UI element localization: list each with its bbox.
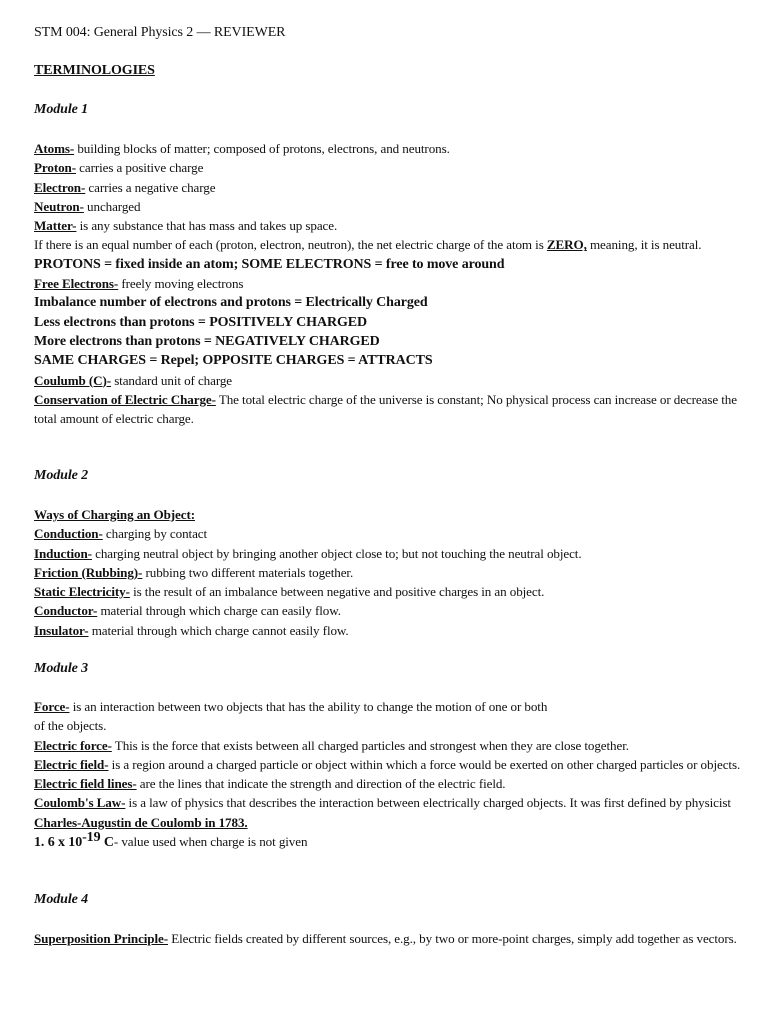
note-text: If there is an equal number of each (proton, electron, neutron), the net electric charge of the atom is bbox=[34, 237, 547, 253]
definition-coulombs-law bbox=[34, 793, 746, 832]
definition: is a region around a charged particle or object within which a force would be exerted on other charged particles or objects. bbox=[108, 756, 741, 772]
charge-base: 1. 6 x 10 bbox=[34, 835, 83, 851]
protons-fixed-note: PROTONS = fixed inside an atom; SOME ELECTRONS = free to move around bbox=[34, 256, 505, 272]
term: Electric field lines- bbox=[34, 776, 137, 792]
module-1-content bbox=[34, 139, 746, 428]
definition: charging neutral object by bringing another object close to; but not touching the neutral object. bbox=[91, 545, 582, 561]
ways-of-charging-heading: Ways of Charging an Object: bbox=[34, 507, 195, 522]
term: Electric field- bbox=[34, 756, 109, 772]
module-2-content bbox=[34, 505, 746, 640]
definition-electron bbox=[34, 178, 746, 197]
term: Conduction- bbox=[34, 526, 103, 542]
definition-electric-field bbox=[34, 755, 746, 774]
definition: freely moving electrons bbox=[118, 276, 244, 292]
term: Coulumb (C)- bbox=[34, 372, 112, 388]
definition-conductor bbox=[34, 601, 746, 620]
definition: - value used when charge is not given bbox=[113, 834, 308, 850]
term: Proton- bbox=[34, 160, 76, 176]
section-heading: TERMINOLOGIES bbox=[34, 63, 155, 78]
definition: charging by contact bbox=[102, 526, 208, 542]
definition: building blocks of matter; composed of protons, electrons, and neutrons. bbox=[74, 141, 450, 156]
term: Friction (Rubbing)- bbox=[34, 564, 143, 580]
definition-neutron bbox=[34, 197, 746, 216]
elementary-charge-value bbox=[34, 832, 746, 852]
imbalance-note: Imbalance number of electrons and protons = Electrically Charged bbox=[34, 295, 428, 311]
definition-superposition bbox=[34, 929, 746, 948]
term: Electron- bbox=[34, 179, 86, 195]
definition: rubbing two different materials together. bbox=[142, 564, 354, 580]
module-4-content bbox=[34, 929, 746, 948]
charge-exponent: -19 bbox=[82, 830, 101, 846]
definition: are the lines that indicate the strength and direction of the electric field. bbox=[136, 776, 506, 792]
physicist-name: Charles-Augustin de Coulomb in 1783. bbox=[34, 814, 248, 830]
definition-electric-field-lines bbox=[34, 774, 746, 793]
definition-proton bbox=[34, 158, 746, 177]
definition: carries a negative charge bbox=[85, 179, 216, 195]
definition: Electric fields created by different sources, e.g., by two or more-point charges, simply add together as vectors. bbox=[168, 931, 737, 946]
term: Induction- bbox=[34, 545, 92, 561]
module-3-content bbox=[34, 697, 746, 852]
definition: is the result of an imbalance between negative and positive charges in an object. bbox=[129, 584, 545, 600]
definition-insulator bbox=[34, 621, 746, 640]
definition: The total electric charge of the universe is constant; No physical process can increase or decrease the total amount of electric charge. bbox=[34, 391, 737, 427]
definition: is any substance that has mass and takes up space. bbox=[76, 218, 338, 234]
negative-charge-note: More electrons than protons = NEGATIVELY CHARGED bbox=[34, 333, 380, 349]
definition-free-electrons bbox=[34, 274, 746, 293]
term: Free Electrons- bbox=[34, 276, 119, 292]
note-text: meaning, it is neutral. bbox=[586, 237, 702, 253]
definition-induction bbox=[34, 544, 746, 563]
definition-force-continued: of the objects. bbox=[34, 718, 107, 734]
term: Coulomb's Law- bbox=[34, 795, 126, 811]
term: Conservation of Electric Charge- bbox=[34, 391, 216, 407]
definition-conservation bbox=[34, 390, 746, 429]
module-1-heading: Module 1 bbox=[34, 102, 89, 117]
definition-electric-force bbox=[34, 736, 746, 755]
charge-unit: C bbox=[100, 835, 114, 851]
term: Conductor- bbox=[34, 603, 98, 619]
definition-matter bbox=[34, 216, 746, 235]
term: Insulator- bbox=[34, 622, 89, 638]
term: Matter- bbox=[34, 218, 77, 234]
term: Superposition Principle- bbox=[34, 931, 169, 946]
charges-rule-note: SAME CHARGES = Repel; OPPOSITE CHARGES = ATTRACTS bbox=[34, 353, 433, 369]
term: Force- bbox=[34, 699, 70, 714]
definition-force bbox=[34, 697, 746, 716]
definition: is a law of physics that describes the interaction between electrically charged objects. It was first defined by physicist bbox=[125, 795, 731, 811]
document-title: STM 004: General Physics 2 — REVIEWER bbox=[34, 25, 286, 40]
definition: is an interaction between two objects that has the ability to change the motion of one or both bbox=[69, 699, 548, 714]
definition-coulomb bbox=[34, 371, 746, 390]
definition: uncharged bbox=[83, 198, 141, 214]
definition: material through which charge cannot easily flow. bbox=[88, 622, 349, 638]
definition: carries a positive charge bbox=[75, 160, 204, 176]
positive-charge-note: Less electrons than protons = POSITIVELY CHARGED bbox=[34, 314, 368, 330]
definition: material through which charge can easily flow. bbox=[97, 603, 341, 619]
module-3-heading: Module 3 bbox=[34, 661, 89, 676]
definition-static-electricity bbox=[34, 582, 746, 601]
term: Atoms- bbox=[34, 141, 75, 156]
zero-emphasis: ZERO, bbox=[546, 237, 587, 253]
definition-atoms bbox=[34, 139, 746, 158]
module-4-heading: Module 4 bbox=[34, 892, 89, 907]
neutral-atom-note bbox=[34, 235, 746, 254]
definition-conduction bbox=[34, 524, 746, 543]
term: Static Electricity- bbox=[34, 584, 130, 600]
term: Neutron- bbox=[34, 198, 84, 214]
module-2-heading: Module 2 bbox=[34, 468, 89, 483]
definition-friction bbox=[34, 563, 746, 582]
definition: This is the force that exists between all charged particles and strongest when they are close together. bbox=[111, 737, 629, 753]
term: Electric force- bbox=[34, 737, 112, 753]
definition: standard unit of charge bbox=[111, 372, 232, 388]
